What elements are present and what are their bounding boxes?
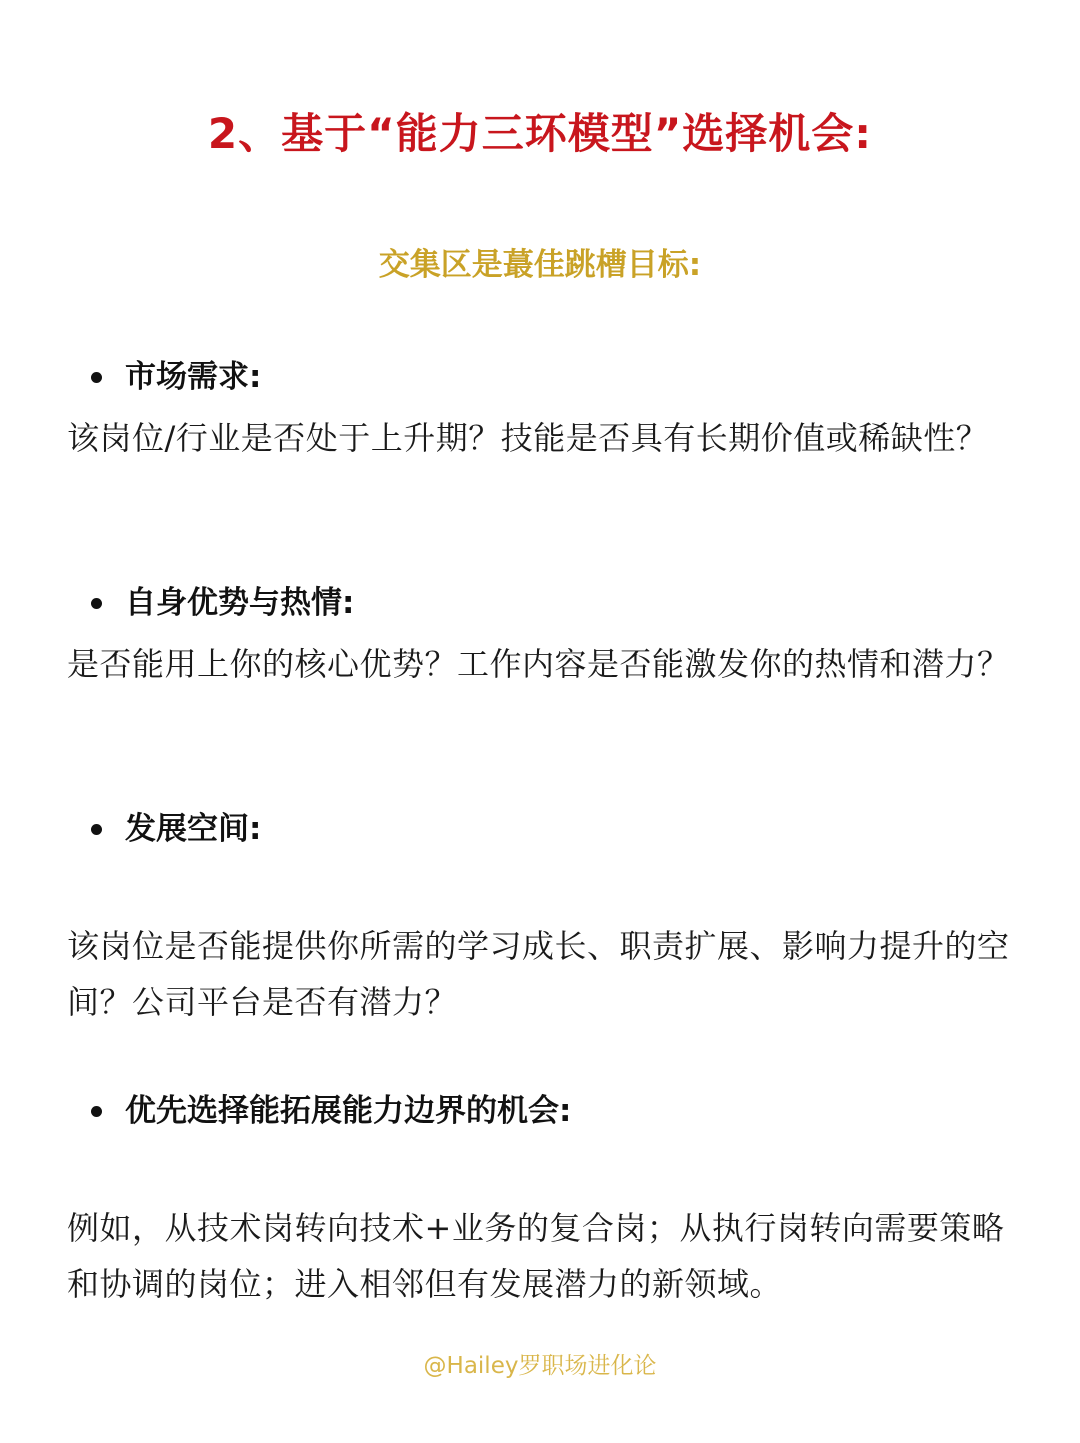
- author-watermark: @Hailey罗职场进化论: [423, 1353, 657, 1379]
- section-body: 该岗位/行业是否处于上升期？技能是否具有长期价值或稀缺性？: [67, 419, 989, 457]
- page-title: 2、基于“能力三环模型”选择机会:: [207, 109, 873, 158]
- section-heading-text: 优先选择能拓展能力边界的机会:: [125, 1093, 572, 1129]
- bullet-icon: [91, 1106, 102, 1117]
- bullet-icon: [91, 824, 102, 835]
- page-subtitle: 交集区是蕞佳跳槽目标:: [378, 247, 702, 283]
- section-growth-space: [67, 806, 1027, 1030]
- section-body: 例如，从技术岗转向技术+业务的复合岗；从执行岗转向需要策略和协调的岗位；进入相邻但有发展潜力的新领域。: [67, 1209, 1005, 1303]
- section-market-demand: [67, 354, 1027, 466]
- section-body: 是否能用上你的核心优势？工作内容是否能激发你的热情和潜力？: [67, 645, 1010, 683]
- section-heading: [67, 354, 1027, 400]
- section-heading-text: 发展空间:: [125, 811, 262, 847]
- section-heading: [67, 1088, 1027, 1134]
- bullet-icon: [91, 598, 102, 609]
- section-expand-boundaries: [67, 1088, 1027, 1312]
- section-body: 该岗位是否能提供你所需的学习成长、职责扩展、影响力提升的空间？公司平台是否有潜力？: [67, 927, 1010, 1021]
- section-heading-text: 市场需求:: [125, 359, 262, 395]
- section-strengths-passion: [67, 580, 1027, 692]
- bullet-icon: [91, 372, 102, 383]
- section-heading-text: 自身优势与热情:: [125, 585, 355, 621]
- section-heading: [67, 580, 1027, 626]
- section-heading: [67, 806, 1027, 852]
